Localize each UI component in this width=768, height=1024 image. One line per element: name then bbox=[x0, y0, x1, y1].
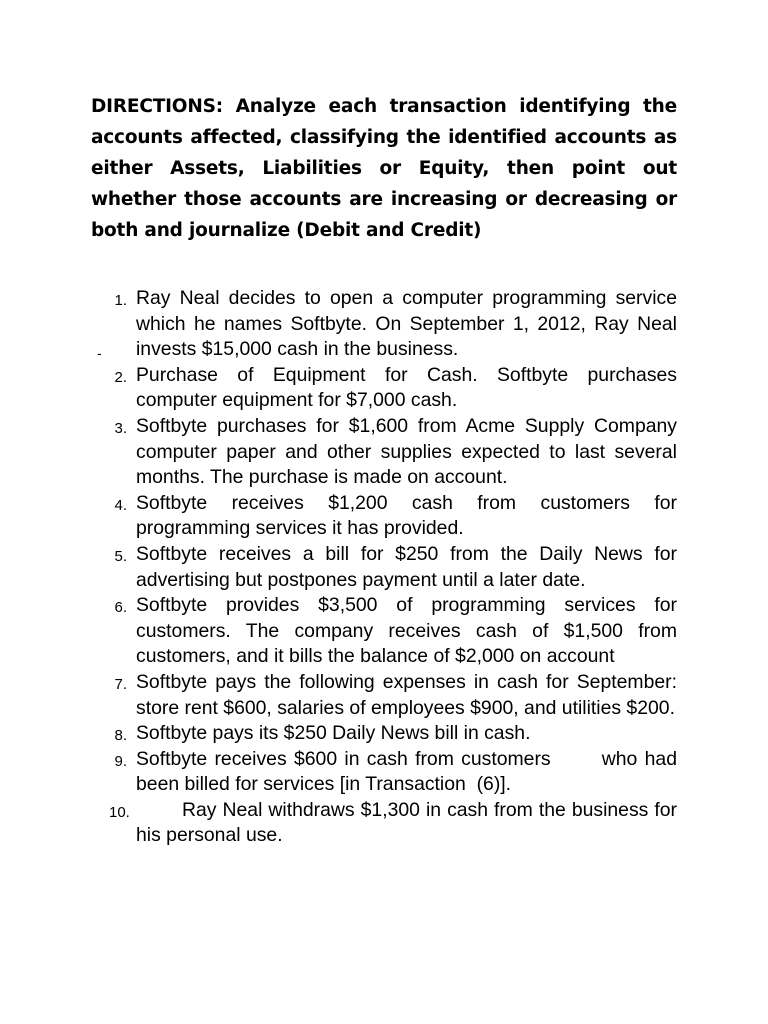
list-item bbox=[0, 414, 768, 491]
stray-bullet-mark: - bbox=[97, 345, 102, 361]
list-item bbox=[0, 798, 768, 849]
item-number: 6. bbox=[114, 599, 127, 617]
list-item bbox=[0, 286, 768, 363]
item-number: 9. bbox=[114, 752, 127, 770]
item-text: Softbyte provides $3,500 of programming services for customers. The company receives cash of $1,500 from customers, and it bills the balance of $2,000 on account bbox=[136, 594, 677, 668]
item-text: Softbyte receives $1,200 cash from customers for programming services it has provided. bbox=[136, 491, 677, 540]
directions-paragraph: DIRECTIONS: Analyze each transaction identifying the accounts affected, classifying the identified accounts as either Assets, Liabilities or Equity, then point out whether those accounts are increasing or decreasing or both and journalize (Debit and Credit) bbox=[91, 96, 677, 241]
list-item bbox=[0, 721, 768, 747]
item-text: Softbyte receives a bill for $250 from the Daily News for advertising but postpones payment until a later date. bbox=[136, 542, 677, 591]
item-text: Ray Neal withdraws $1,300 in cash from the business for his personal use. bbox=[136, 798, 677, 847]
list-item bbox=[0, 747, 768, 798]
item-number: 7. bbox=[114, 675, 127, 693]
item-number: 2. bbox=[114, 368, 127, 386]
item-text: Ray Neal decides to open a computer programming service which he names Softbyte. On September 1, 2012, Ray Neal invests $15,000 cash in the business. bbox=[136, 287, 677, 361]
list-item bbox=[0, 542, 768, 593]
item-number: 3. bbox=[114, 419, 127, 437]
list-item bbox=[0, 670, 768, 721]
item-number: 1. bbox=[114, 292, 127, 309]
item-text: Softbyte purchases for $1,600 from Acme Supply Company computer paper and other supplies expected to last several months. The purchase is made on account. bbox=[136, 414, 677, 489]
item-number: 10. bbox=[109, 803, 130, 821]
item-text: Purchase of Equipment for Cash. Softbyte purchases computer equipment for $7,000 cash. bbox=[136, 363, 677, 412]
item-text: Softbyte pays the following expenses in cash for September: store rent $600, salaries of employees $900, and utilities $200. bbox=[136, 670, 677, 719]
item-number: 8. bbox=[114, 727, 127, 745]
list-item bbox=[0, 491, 768, 542]
item-number: 5. bbox=[114, 547, 127, 565]
item-text: Softbyte receives $600 in cash from customers who had been billed for services [in Transaction (6)]. bbox=[136, 747, 683, 796]
transaction-list bbox=[0, 286, 768, 849]
item-number: 4. bbox=[114, 496, 127, 514]
item-text: Softbyte pays its $250 Daily News bill in cash. bbox=[136, 722, 531, 745]
list-item bbox=[0, 363, 768, 414]
list-item bbox=[0, 593, 768, 670]
